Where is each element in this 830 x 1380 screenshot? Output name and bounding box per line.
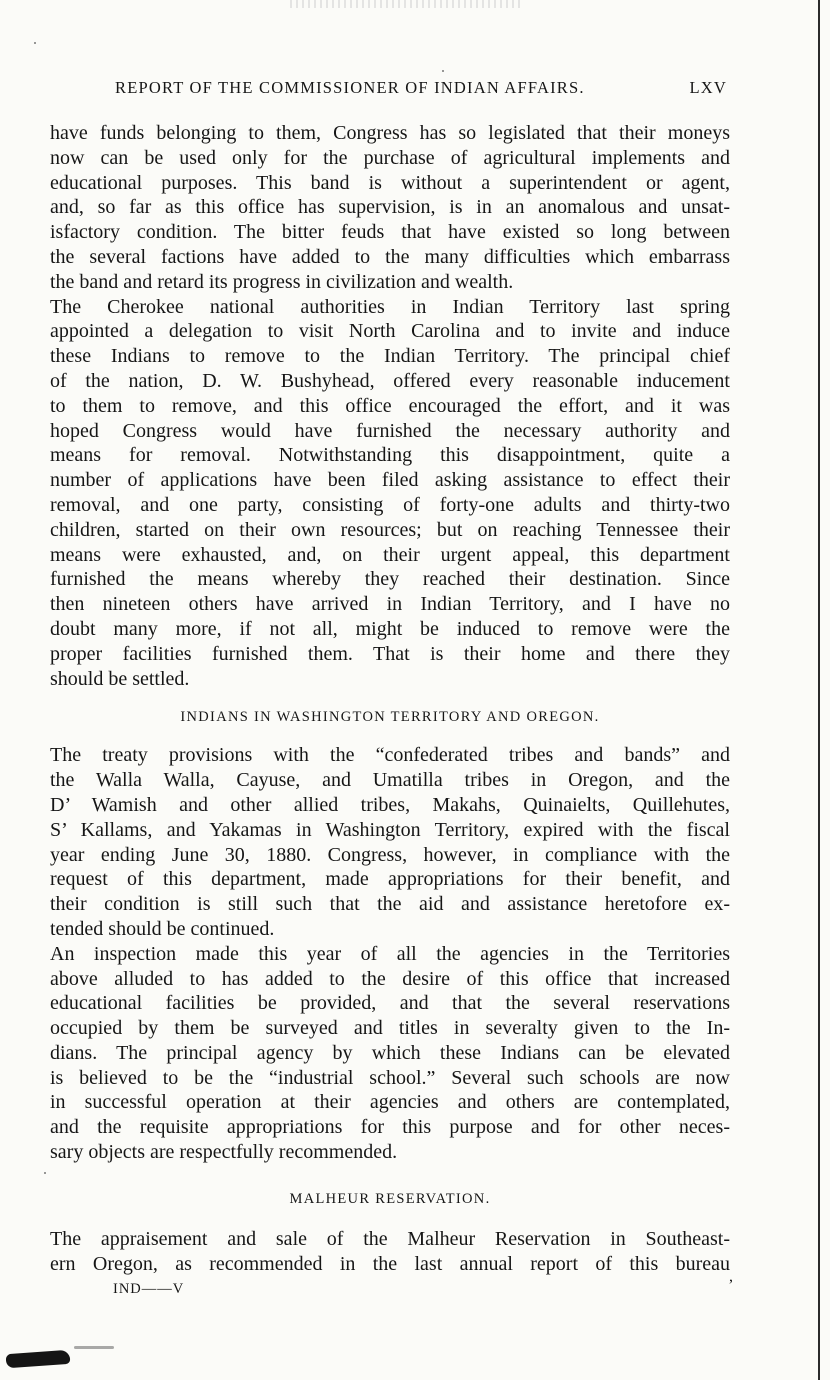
section-heading-washington-oregon: INDIANS IN WASHINGTON TERRITORY AND OREGON. (180, 709, 600, 726)
ink-blot (6, 1350, 71, 1368)
text-line: number of applications have been filed asking assistance to effect their (50, 469, 730, 492)
ink-smudge (74, 1346, 114, 1349)
text-line: sary objects are respectfully recommended. (50, 1141, 398, 1164)
text-line: these Indians to remove to the Indian Territory. The principal chief (50, 345, 730, 368)
text-line: isfactory condition. The bitter feuds that have existed so long between (50, 221, 730, 244)
text-line: dians. The principal agency by which these Indians can be elevated (50, 1041, 730, 1064)
running-head (115, 78, 727, 100)
speck (34, 42, 36, 44)
text-line: of the nation, D. W. Bushyhead, offered every reasonable inducement (50, 369, 730, 392)
paragraph-3 (50, 743, 730, 941)
paragraph-2 (50, 295, 730, 692)
text-line: request of this department, made appropriations for their benefit, and (50, 868, 730, 891)
speck (442, 70, 444, 72)
text-line: educational purposes. This band is without a superintendent or agent, (50, 171, 730, 194)
page-number: LXV (689, 78, 727, 97)
text-line: means were exhausted, and, on their urgent appeal, this department (50, 543, 730, 566)
body-text (50, 121, 730, 1276)
text-line: their condition is still such that the aid and assistance heretofore ex- (50, 893, 730, 916)
text-line: An inspection made this year of all the agencies in the Territories (50, 942, 730, 965)
text-line: appointed a delegation to visit North Carolina and to invite and induce (50, 320, 730, 343)
text-line: now can be used only for the purchase of agricultural implements and (50, 146, 730, 169)
text-line: the several factions have added to the many difficulties which embarrass (50, 245, 730, 268)
text-line: proper facilities furnished them. That is their home and there they (50, 642, 730, 665)
page-edge-line (818, 0, 820, 1380)
paragraph-1 (50, 121, 730, 295)
text-line: and, so far as this office has supervision, is in an anomalous and unsat- (50, 196, 730, 219)
text-line: The treaty provisions with the “confederated tribes and bands” and (50, 744, 730, 767)
text-line: should be settled. (50, 667, 190, 690)
text-line: and the requisite appropriations for this purpose and for other neces- (50, 1116, 730, 1139)
speck (44, 1172, 46, 1174)
text-line: tended should be continued. (50, 917, 275, 940)
scan-artifact-top (290, 0, 520, 8)
text-line: hoped Congress would have furnished the necessary authority and (50, 419, 730, 442)
text-line: S’ Kallams, and Yakamas in Washington Territory, expired with the fiscal (50, 818, 730, 841)
running-head-title: REPORT OF THE COMMISSIONER OF INDIAN AFFAIRS. (115, 78, 585, 97)
paragraph-5 (50, 1227, 730, 1277)
text-line: furnished the means whereby they reached their destination. Since (50, 568, 730, 591)
text-line: doubt many more, if not all, might be induced to remove were the (50, 617, 730, 640)
text-line: the Walla Walla, Cayuse, and Umatilla tribes in Oregon, and the (50, 769, 730, 792)
paragraph-4 (50, 942, 730, 1165)
text-line: is believed to be the “industrial school.” Several such schools are now (50, 1066, 730, 1089)
text-line: year ending June 30, 1880. Congress, however, in compliance with the (50, 843, 730, 866)
text-line: above alluded to has added to the desire of this office that increased (50, 967, 730, 990)
text-line: then nineteen others have arrived in Indian Territory, and I have no (50, 593, 730, 616)
text-line: The appraisement and sale of the Malheur Reservation in Southeast- (50, 1227, 730, 1250)
text-line: means for removal. Notwithstanding this disappointment, quite a (50, 444, 730, 467)
text-line: have funds belonging to them, Congress has so legislated that their moneys (50, 122, 730, 144)
text-line: children, started on their own resources; but on reaching Tennessee their (50, 518, 730, 541)
text-line: occupied by them be surveyed and titles in severalty given to the In- (50, 1017, 730, 1040)
text-line: educational facilities be provided, and that the several reservations (50, 992, 730, 1015)
text-line: the band and retard its progress in civilization and wealth. (50, 270, 514, 293)
section-heading-malheur: MALHEUR RESERVATION. (289, 1190, 491, 1207)
text-line: in successful operation at their agencies and others are contemplated, (50, 1091, 730, 1114)
text-line: D’ Wamish and other allied tribes, Makahs, Quinaielts, Quillehutes, (50, 793, 730, 816)
signature-mark: IND——V (113, 1281, 185, 1297)
text-line: to them to remove, and this office encouraged the effort, and it was (50, 394, 730, 417)
trailing-mark: , (729, 1268, 733, 1285)
text-line: ern Oregon, as recommended in the last annual report of this bureau (50, 1252, 730, 1275)
text-line: removal, and one party, consisting of forty-one adults and thirty-two (50, 493, 730, 516)
text-line: The Cherokee national authorities in Indian Territory last spring (50, 295, 730, 318)
